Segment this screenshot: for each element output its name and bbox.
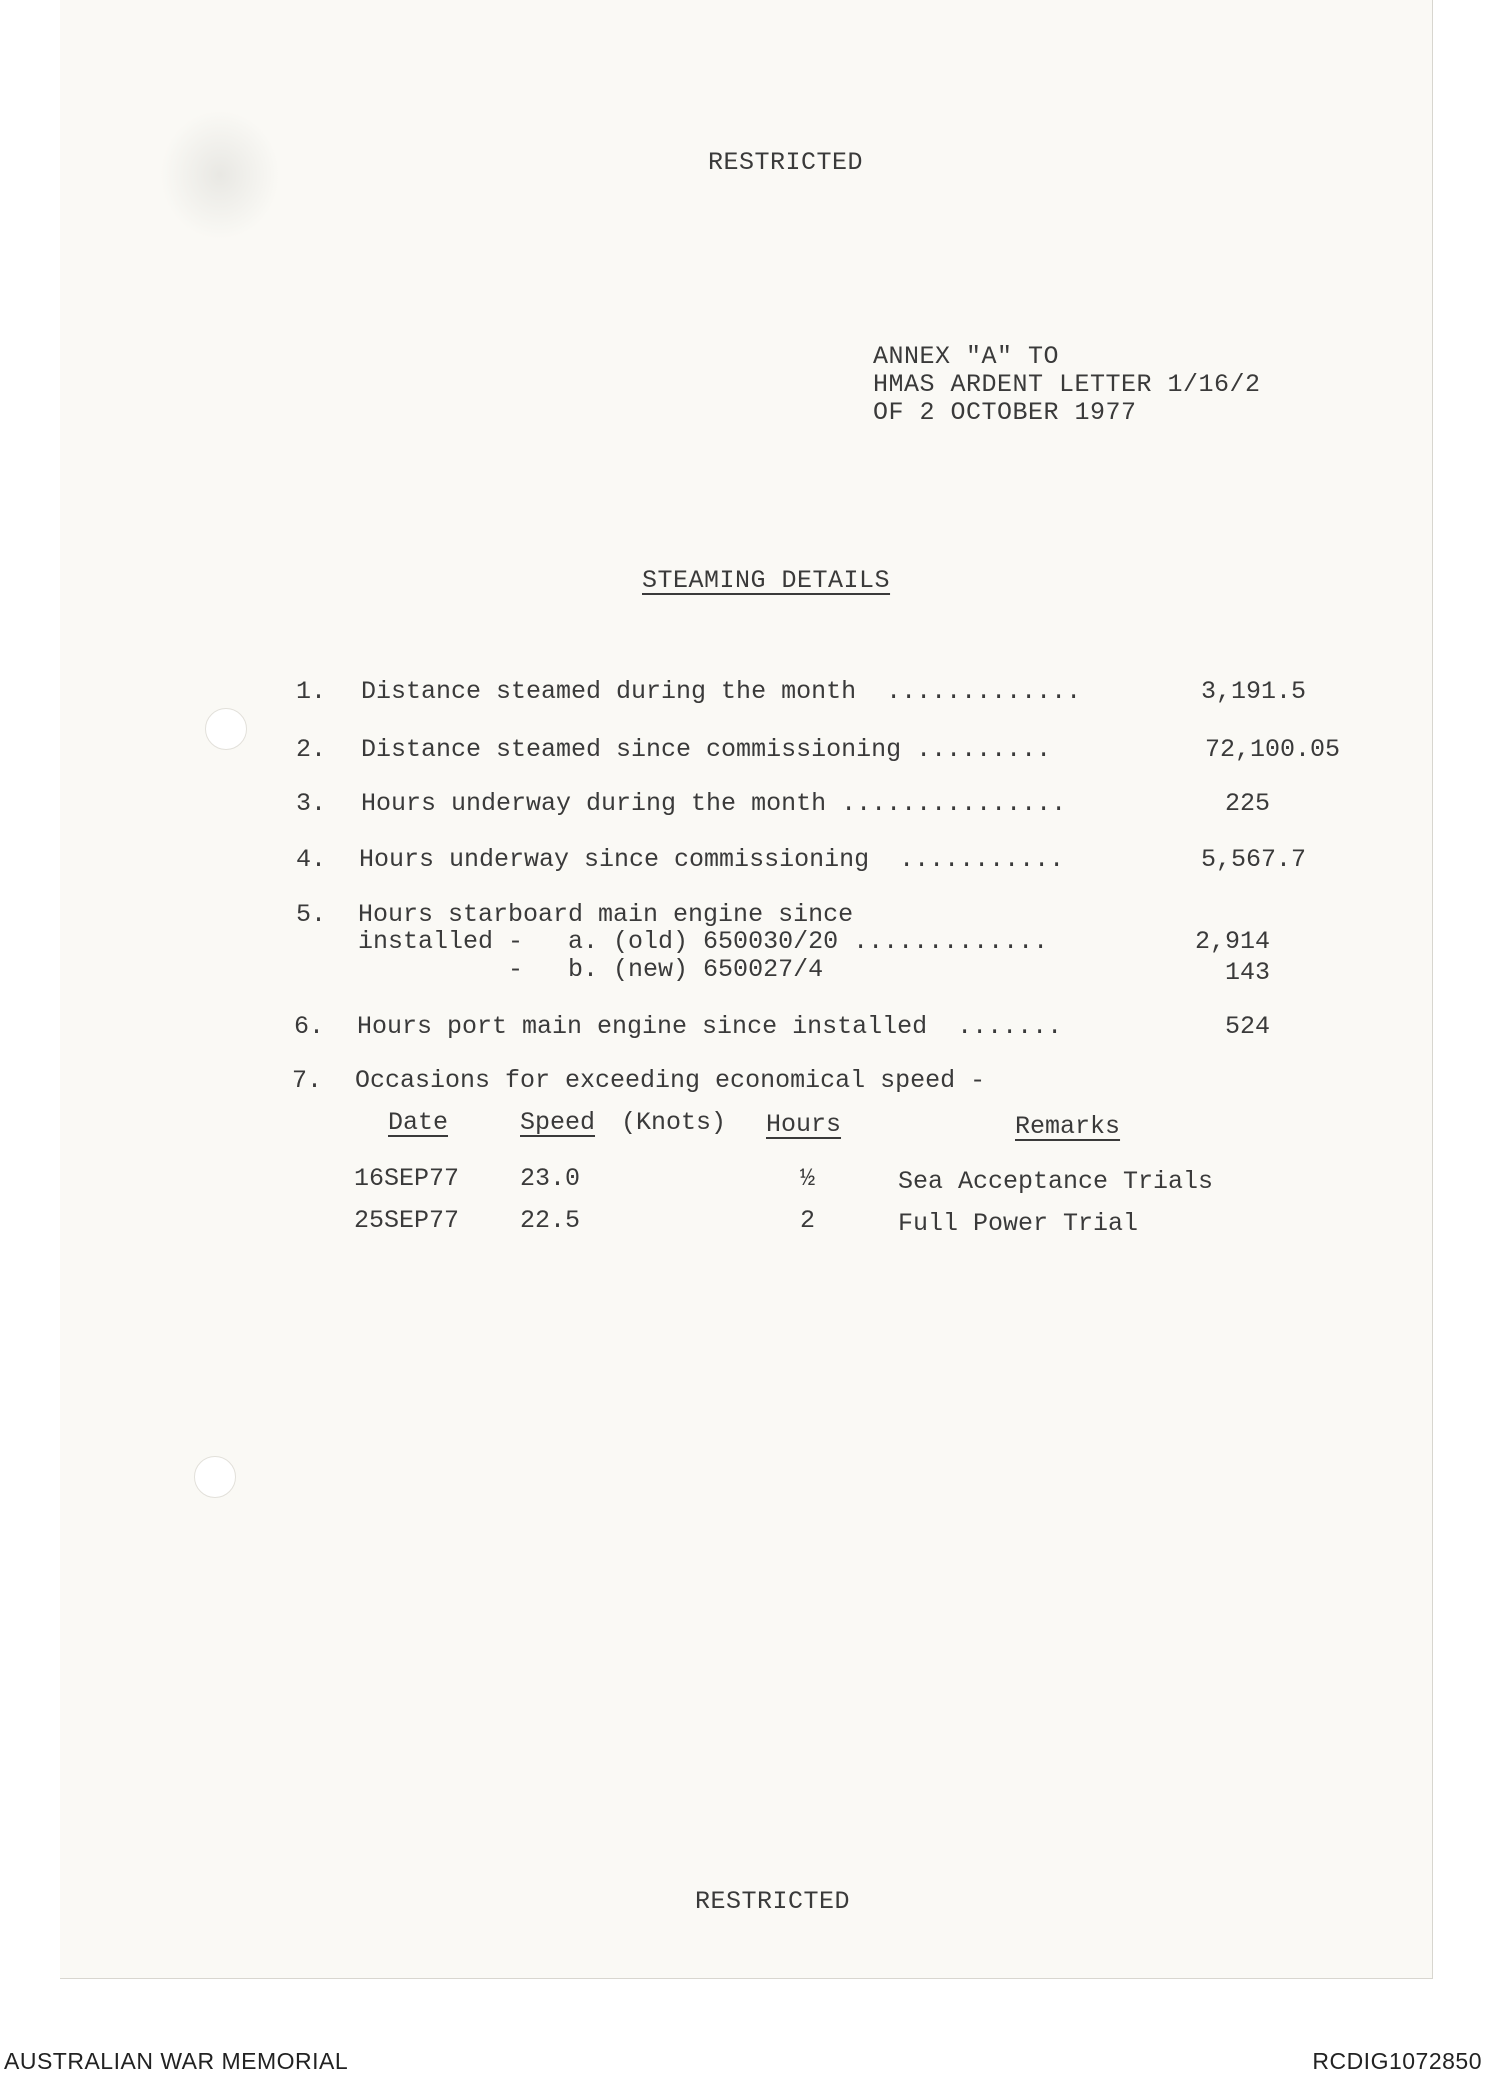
item-number: 1. bbox=[296, 677, 327, 706]
item-value: 524 bbox=[1224, 1012, 1270, 1041]
item-text: Occasions for exceeding economical speed - bbox=[355, 1066, 986, 1095]
item-value-b: 143 bbox=[1224, 958, 1270, 987]
table-cell-hours: ½ bbox=[800, 1164, 816, 1193]
column-header-hours: Hours bbox=[766, 1110, 842, 1139]
item-number: 7. bbox=[292, 1066, 323, 1095]
column-header-remarks: Remarks bbox=[1015, 1112, 1121, 1141]
table-cell-date: 25SEP77 bbox=[354, 1206, 460, 1235]
table-cell-remarks: Full Power Trial bbox=[898, 1209, 1139, 1238]
item-text-line-2: installed - a. (old) 650030/20 ............. bbox=[358, 927, 1049, 956]
classification-footer: RESTRICTED bbox=[695, 1887, 851, 1916]
item-text: Hours underway since commissioning ........... bbox=[359, 845, 1065, 874]
item-text: Distance steamed since commissioning ......... bbox=[361, 735, 1052, 764]
item-value-a: 2,914 bbox=[1194, 927, 1270, 956]
archive-label: AUSTRALIAN WAR MEMORIAL bbox=[4, 2048, 349, 2074]
item-value: 225 bbox=[1224, 789, 1270, 818]
item-number: 5. bbox=[296, 900, 327, 929]
annex-line-1: ANNEX "A" TO bbox=[873, 342, 1060, 371]
annex-line-3: OF 2 OCTOBER 1977 bbox=[873, 398, 1137, 427]
column-header-date: Date bbox=[388, 1108, 449, 1137]
item-number: 2. bbox=[296, 735, 327, 764]
item-value: 5,567.7 bbox=[1200, 845, 1306, 874]
column-header-speed-unit: (Knots) bbox=[621, 1108, 727, 1137]
item-text-line-3: - b. (new) 650027/4 bbox=[358, 955, 824, 984]
column-header-speed: Speed bbox=[520, 1108, 596, 1137]
archive-reference: RCDIG1072850 bbox=[1312, 2048, 1482, 2074]
item-text: Distance steamed during the month ............. bbox=[361, 677, 1082, 706]
item-value: 3,191.5 bbox=[1200, 677, 1306, 706]
item-text: Hours port main engine since installed ....... bbox=[357, 1012, 1063, 1041]
annex-line-2: HMAS ARDENT LETTER 1/16/2 bbox=[873, 370, 1261, 399]
item-number: 6. bbox=[294, 1012, 325, 1041]
item-text-line-1: Hours starboard main engine since bbox=[358, 900, 854, 929]
table-cell-hours: 2 bbox=[800, 1206, 816, 1235]
table-cell-speed: 22.5 bbox=[520, 1206, 581, 1235]
table-cell-date: 16SEP77 bbox=[354, 1164, 460, 1193]
item-number: 3. bbox=[296, 789, 327, 818]
item-value: 72,100.05 bbox=[1204, 735, 1340, 764]
paper-crease bbox=[160, 110, 280, 240]
table-cell-remarks: Sea Acceptance Trials bbox=[898, 1167, 1214, 1196]
document-title: STEAMING DETAILS bbox=[642, 566, 891, 595]
item-number: 4. bbox=[296, 845, 327, 874]
punch-hole bbox=[194, 1456, 236, 1498]
classification-header: RESTRICTED bbox=[708, 148, 864, 177]
punch-hole bbox=[205, 708, 247, 750]
document-page bbox=[60, 0, 1433, 1979]
table-cell-speed: 23.0 bbox=[520, 1164, 581, 1193]
item-text: Hours underway during the month ............... bbox=[361, 789, 1067, 818]
